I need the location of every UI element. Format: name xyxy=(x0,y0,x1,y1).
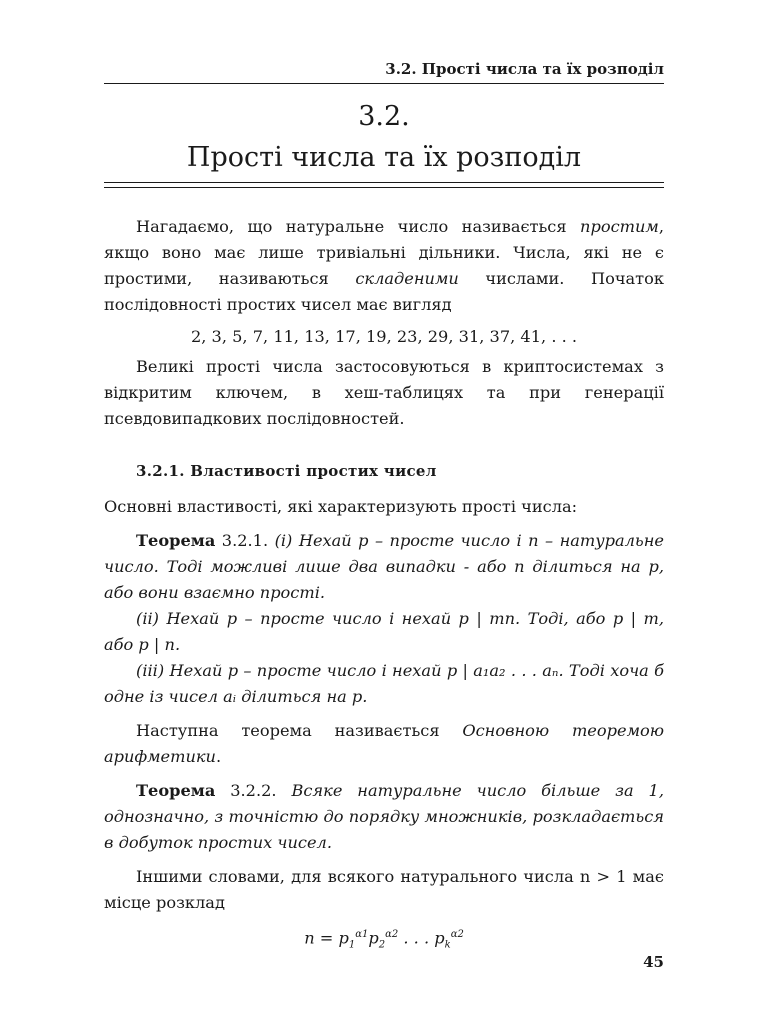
text: Нагадаємо, що натуральне число називається xyxy=(136,217,581,236)
text: Наступна теорема називається xyxy=(136,721,463,740)
formula-sub: 2 xyxy=(378,939,386,951)
next-theorem-paragraph xyxy=(104,718,664,770)
spacer xyxy=(104,520,664,528)
text: . xyxy=(215,747,222,766)
formula-dots: . . . xyxy=(398,928,435,948)
header-rule xyxy=(104,83,664,84)
formula-lhs: n = xyxy=(304,928,339,948)
spacer xyxy=(104,710,664,718)
theorem-text: Нехай p – просте число і нехай p | a₁a₂ . . . aₙ. Тоді хоча б одне із чисел aᵢ ділиться на p. xyxy=(104,661,664,706)
properties-intro: Основні властивості, які характеризують прості числа: xyxy=(104,497,578,516)
spacer xyxy=(104,770,664,778)
term-prime: простим xyxy=(580,217,659,236)
chapter-title: Прості числа та їх розподіл xyxy=(186,142,582,173)
chapter-title-block xyxy=(104,98,664,180)
factorization-formula xyxy=(104,922,664,959)
theorem-1-part-i xyxy=(104,528,664,606)
text: числами. Початок послідовності простих чисел має вигляд xyxy=(104,269,664,314)
formula-sup: α2 xyxy=(450,929,464,940)
theorem-1-part-iii xyxy=(104,658,664,710)
item-mark: (iii) xyxy=(136,661,165,680)
formula-p: p xyxy=(368,928,379,948)
item-mark: (ii) xyxy=(136,609,159,628)
page-number: 45 xyxy=(643,953,664,971)
spacer xyxy=(104,856,664,864)
theorem-text: Всяке натуральне число більше за 1, однозначно, з точністю до порядку множників, розкладається в добуток простих чисел. xyxy=(104,781,664,852)
term-composite: складеними xyxy=(355,269,459,288)
applications-paragraph: Великі прості числа застосовуються в криптосистемах з відкритим ключем, в хеш-таблицях та при генерації псевдовипадкових послідовностей. xyxy=(104,357,664,428)
formula-p: p xyxy=(434,928,445,948)
theorem-text: Нехай p – просте число і n – натуральне число. Тоді можливі лише два випадки - або n ділиться на p, або вони взаємно прості. xyxy=(104,531,664,602)
formula-p: p xyxy=(338,928,349,948)
intro-paragraph xyxy=(104,214,664,318)
title-double-rule xyxy=(104,182,664,188)
body-text xyxy=(104,214,664,959)
theorem-number: 3.2.1. xyxy=(221,531,269,550)
text: , якщо воно має лише тривіальні дільники. Числа, які не є простими, називаються xyxy=(104,217,664,288)
section-heading: 3.2.1. Властивості простих чисел xyxy=(136,462,437,480)
item-mark: (i) xyxy=(274,531,293,550)
formula-sub: k xyxy=(444,939,451,951)
theorem-label: Теорема xyxy=(136,531,216,550)
other-words-paragraph: Іншими словами, для всякого натурального числа n > 1 має місце розклад xyxy=(104,867,664,912)
running-head: 3.2. Прості числа та їх розподіл xyxy=(385,60,664,78)
chapter-number: 3.2. xyxy=(358,101,410,132)
theorem-2 xyxy=(104,778,664,856)
prime-sequence: 2, 3, 5, 7, 11, 13, 17, 19, 23, 29, 31, 37, 41, . . . xyxy=(190,327,578,346)
theorem-label: Теорема xyxy=(136,781,216,800)
theorem-1-part-ii xyxy=(104,606,664,658)
theorem-number: 3.2.2. xyxy=(230,781,277,800)
formula-sub: 1 xyxy=(348,939,356,951)
term-fundamental-theorem: Основною теоремою арифметики xyxy=(104,721,664,766)
theorem-text: Нехай p – просте число і нехай p | mn. Тоді, або p | m, або p | n. xyxy=(104,609,664,654)
formula-sup: α1 xyxy=(355,929,369,940)
formula-sup: α2 xyxy=(385,929,399,940)
